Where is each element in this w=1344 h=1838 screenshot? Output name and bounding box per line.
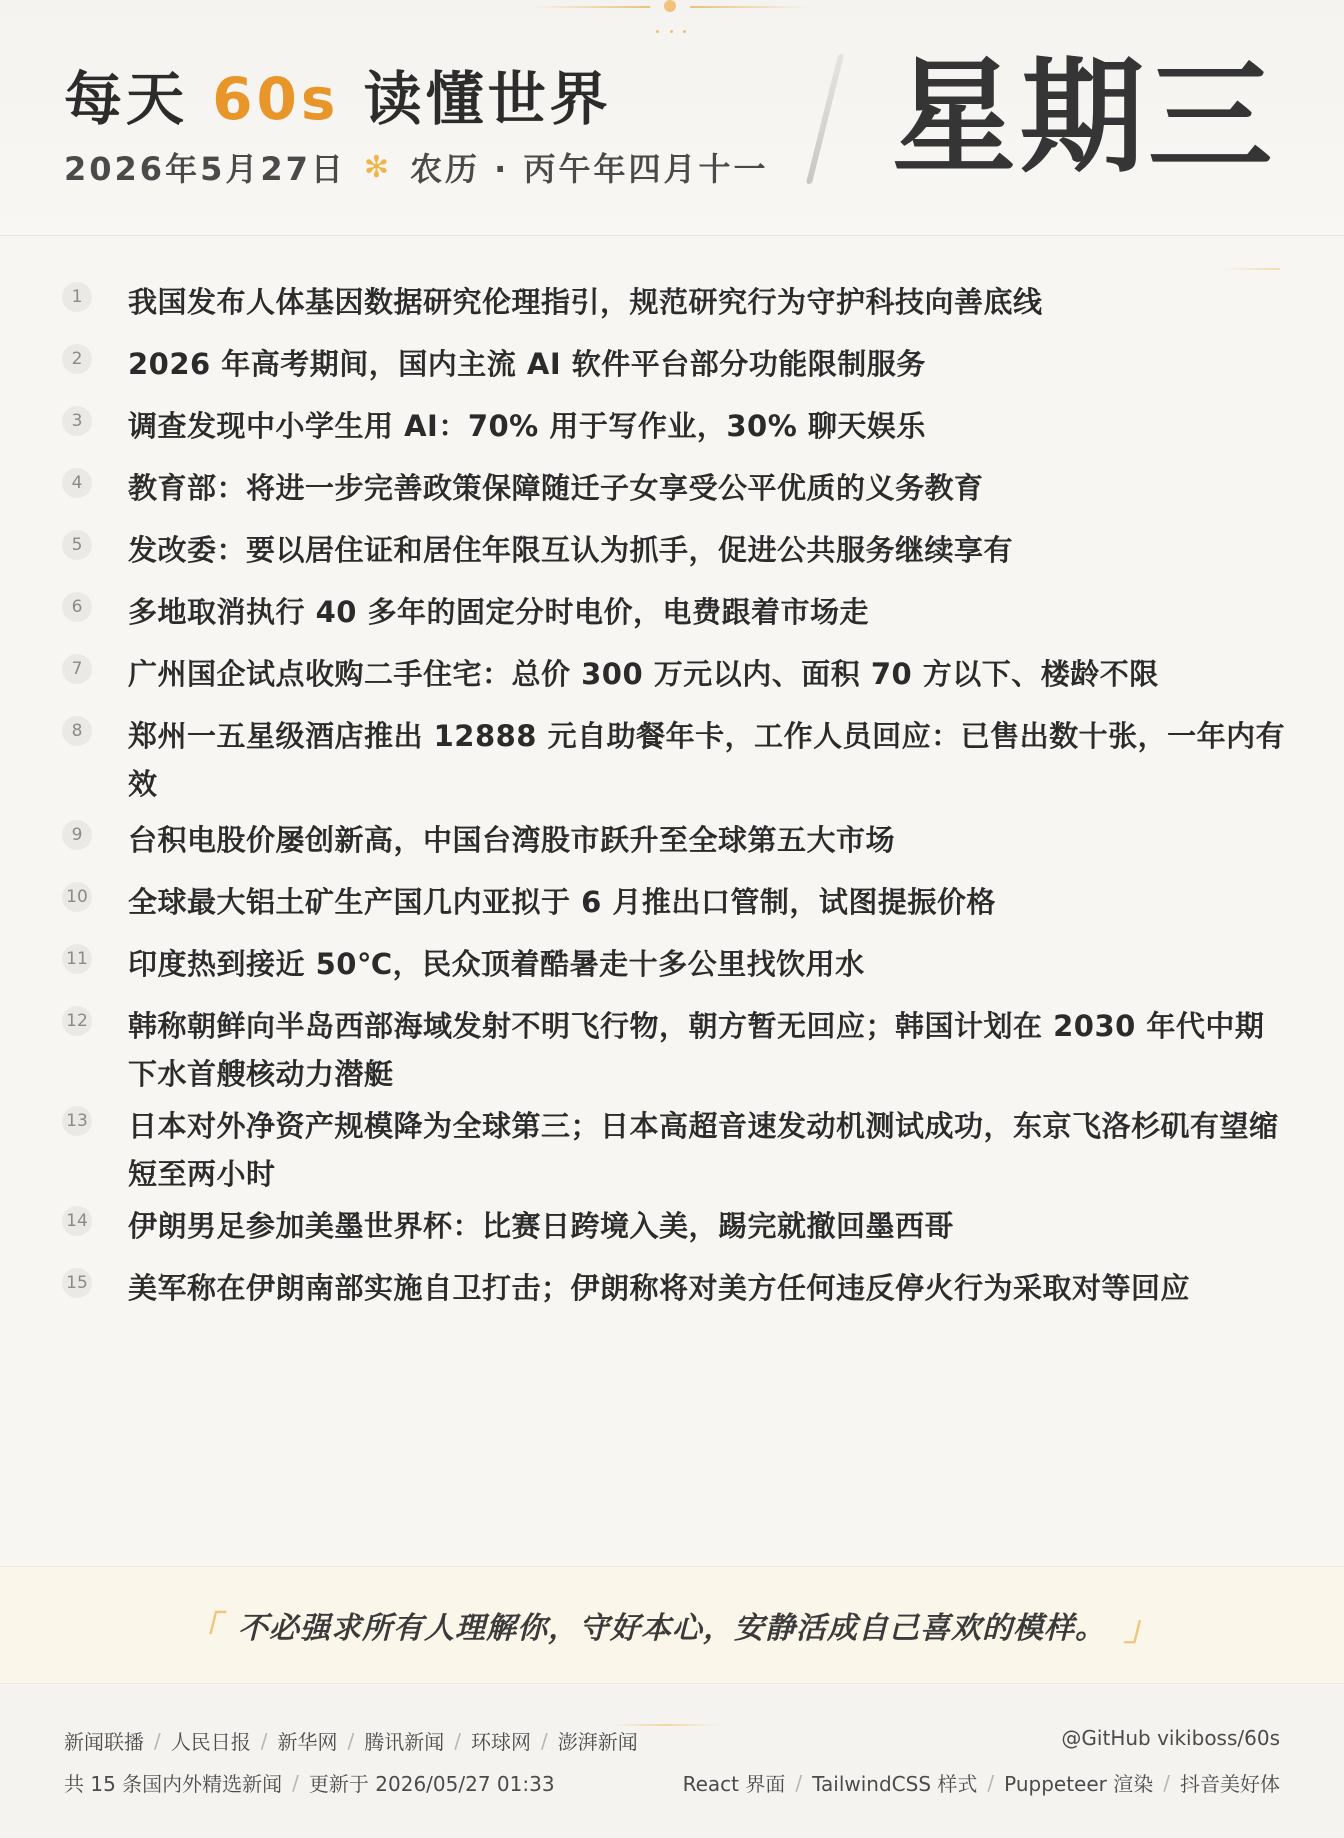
news-number-badge: 3 xyxy=(62,406,92,436)
news-count: 共 15 条国内外精选新闻 xyxy=(64,1772,283,1796)
lunar-date: 农历 · 丙午年四月十一 xyxy=(410,150,769,188)
tech-item: 抖音美好体 xyxy=(1180,1772,1280,1796)
quote-close-mark: 」 xyxy=(1124,1608,1158,1649)
source-item: 澎湃新闻 xyxy=(557,1730,638,1754)
corner-accent xyxy=(1220,268,1280,270)
news-text: 调查发现中小学生用 AI：70% 用于写作业，30% 聊天娱乐 xyxy=(128,409,926,443)
news-item xyxy=(62,712,1292,808)
top-ornament xyxy=(530,0,810,40)
news-number-badge: 1 xyxy=(62,282,92,312)
news-number-badge: 14 xyxy=(62,1206,92,1236)
news-text: 我国发布人体基因数据研究伦理指引，规范研究行为守护科技向善底线 xyxy=(128,285,1043,319)
header xyxy=(0,0,1344,236)
news-number-badge: 7 xyxy=(62,654,92,684)
news-item xyxy=(62,402,1292,450)
page-title: 每天 60s 读懂世界 xyxy=(64,65,612,133)
news-item xyxy=(62,1202,1292,1250)
news-number-badge: 5 xyxy=(62,530,92,560)
footer-meta: 共 15 条国内外精选新闻 / 更新于 2026/05/27 01:33 xyxy=(64,1768,555,1797)
news-text: 日本对外净资产规模降为全球第三；日本高超音速发动机测试成功，东京飞洛杉矶有望缩短至两小时 xyxy=(128,1109,1279,1191)
news-text: 郑州一五星级酒店推出 12888 元自助餐年卡，工作人员回应：已售出数十张，一年内有效 xyxy=(128,719,1286,801)
news-number-badge: 13 xyxy=(62,1106,92,1136)
news-number-badge: 9 xyxy=(62,820,92,850)
news-number-badge: 2 xyxy=(62,344,92,374)
news-text: 全球最大铝土矿生产国几内亚拟于 6 月推出口管制，试图提振价格 xyxy=(128,885,996,919)
news-text: 广州国企试点收购二手住宅：总价 300 万元以内、面积 70 方以下、楼龄不限 xyxy=(128,657,1159,691)
news-text: 台积电股价屡创新高，中国台湾股市跃升至全球第五大市场 xyxy=(128,823,896,857)
star-icon: ✻ xyxy=(363,149,393,185)
tech-item: TailwindCSS 样式 xyxy=(812,1772,978,1796)
source-item: 环球网 xyxy=(471,1730,531,1754)
footer xyxy=(0,1686,1344,1838)
news-number-badge: 6 xyxy=(62,592,92,622)
news-text: 发改委：要以居住证和居住年限互认为抓手，促进公共服务继续享有 xyxy=(128,533,1014,567)
update-time: 更新于 2026/05/27 01:33 xyxy=(308,1772,555,1796)
news-item xyxy=(62,878,1292,926)
news-item xyxy=(62,1002,1292,1098)
news-text: 印度热到接近 50℃，民众顶着酷暑走十多公里找饮用水 xyxy=(128,947,865,981)
news-text: 多地取消执行 40 多年的固定分时电价，电费跟着市场走 xyxy=(128,595,870,629)
news-item xyxy=(62,650,1292,698)
source-item: 腾讯新闻 xyxy=(364,1730,445,1754)
news-item xyxy=(62,588,1292,636)
news-item xyxy=(62,1264,1292,1312)
tech-item: Puppeteer 渲染 xyxy=(1004,1772,1154,1796)
news-item xyxy=(62,340,1292,388)
news-number-badge: 12 xyxy=(62,1006,92,1036)
news-text: 伊朗男足参加美墨世界杯：比赛日跨境入美，踢完就撤回墨西哥 xyxy=(128,1209,955,1243)
source-item: 新闻联播 xyxy=(64,1730,144,1754)
source-item: 人民日报 xyxy=(170,1730,251,1754)
news-item xyxy=(62,464,1292,512)
tech-stack: React 界面 / TailwindCSS 样式 / Puppeteer 渲染 / 抖音美好体 xyxy=(683,1768,1280,1797)
news-item xyxy=(62,278,1292,326)
news-number-badge: 4 xyxy=(62,468,92,498)
news-number-badge: 8 xyxy=(62,716,92,746)
news-text: 2026 年高考期间，国内主流 AI 软件平台部分功能限制服务 xyxy=(128,347,926,381)
date-text: 2026年5月27日 xyxy=(64,150,346,188)
title-accent: 60s xyxy=(212,65,340,133)
news-text: 美军称在伊朗南部实施自卫打击；伊朗称将对美方任何违反停火行为采取对等回应 xyxy=(128,1271,1191,1305)
news-number-badge: 10 xyxy=(62,882,92,912)
daily-quote xyxy=(0,1566,1344,1684)
github-link[interactable]: @GitHub vikiboss/60s xyxy=(1061,1726,1280,1750)
divider-slash xyxy=(806,54,844,184)
news-sources: 新闻联播 / 人民日报 / 新华网 / 腾讯新闻 / 环球网 / 澎湃新闻 xyxy=(64,1726,638,1755)
news-number-badge: 15 xyxy=(62,1268,92,1298)
news-number-badge: 11 xyxy=(62,944,92,974)
date-line xyxy=(64,144,768,190)
quote-text: 不必强求所有人理解你，守好本心，安静活成自己喜欢的模样。 xyxy=(238,1611,1106,1646)
tech-item: React 界面 xyxy=(682,1772,786,1796)
news-item xyxy=(62,816,1292,864)
news-item xyxy=(62,526,1292,574)
news-text: 韩称朝鲜向半岛西部海域发射不明飞行物，朝方暂无回应；韩国计划在 2030 年代中期下水首艘核动力潜艇 xyxy=(128,1009,1265,1091)
news-item xyxy=(62,1102,1292,1198)
weekday: 星期三 xyxy=(892,46,1277,190)
ornament-dot-icon xyxy=(664,0,676,12)
news-item xyxy=(62,940,1292,988)
source-item: 新华网 xyxy=(277,1730,338,1754)
quote-open-mark: 「 xyxy=(186,1608,220,1649)
news-text: 教育部：将进一步完善政策保障随迁子女享受公平优质的义务教育 xyxy=(128,471,984,505)
